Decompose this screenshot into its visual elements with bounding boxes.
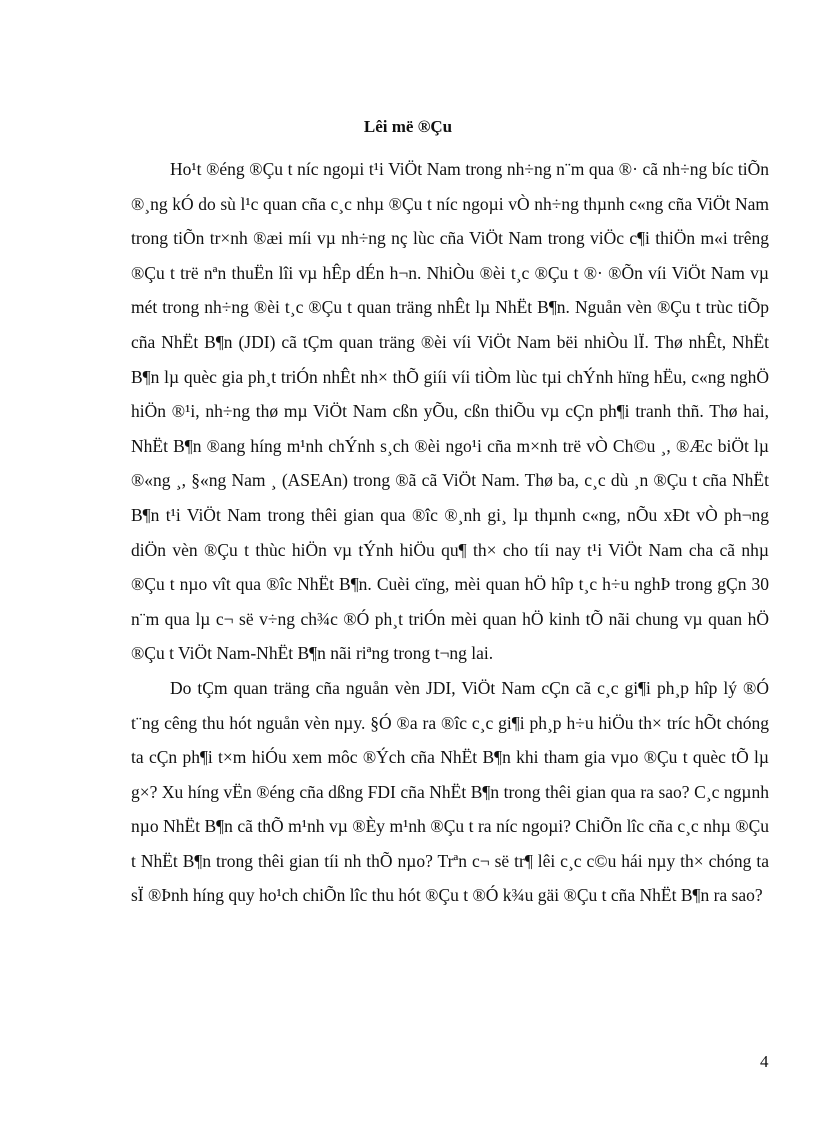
page-number: 4: [760, 1052, 769, 1071]
page-title: Lêi më ®Çu: [363, 117, 453, 136]
paragraph-2: Do tÇm quan träng cña nguån vèn JDI, ViÖt Nam cÇn cã c¸c gi¶i ph¸p hîp lý ®Ó t¨ng cêng thu hót nguån vèn nµy. §Ó ®a ra ®îc c¸c gi¶i ph¸p h÷u hiÖu th× tríc hÕt chóng ta cÇn ph¶i t×m hiÓu xem môc ®Ých cña NhËt B¶n khi tham gia vµo ®Çu t quèc tÕ lµ g×? Xu híng vËn ®éng cña dßng FDI cña NhËt B¶n trong thêi gian qua ra sao? C¸c ngµnh nµo NhËt B¶n cã thÕ m¹nh vµ ®Èy m¹nh ®Çu t ra níc ngoµi? ChiÕn lîc cña c¸c nhµ ®Çu t NhËt B¶n trong thêi gian tíi nh thÕ nµo? Trªn c¬ së tr¶ lêi c¸c c©u hái nµy th× chóng ta sÏ ®Þnh híng quy ho¹ch chiÕn lîc thu hót ®Çu t ®Ó k¾u gäi ®Çu t cña NhËt B¶n ra sao?: [131, 677, 769, 906]
body-text: [131, 152, 769, 913]
paragraph-1: Ho¹t ®éng ®Çu t níc ngoµi t¹i ViÖt Nam trong nh÷ng n¨m qua ®· cã nh÷ng bíc tiÕn ®¸ng kÓ do sù l¹c quan cña c¸c nhµ ®Çu t níc ngoµi vÒ nh÷ng thµnh c«ng cña ViÖt Nam trong tiÕn tr×nh ®æi míi vµ nh÷ng nç lùc cña ViÖt Nam trong viÖc c¶i thiÖn m«i trêng ®Çu t trë nªn thuËn lîi vµ hÊp dÉn h¬n. NhiÒu ®èi t¸c ®Çu t ®· ®Õn víi ViÖt Nam vµ mét trong nh÷ng ®èi t¸c ®Çu t quan träng nhÊt lµ NhËt B¶n. Nguån vèn ®Çu t trùc tiÕp cña NhËt B¶n (JDI) cã tÇm quan träng ®èi víi ViÖt Nam bëi nhiÒu lÏ. Thø nhÊt, NhËt B¶n lµ quèc gia ph¸t triÓn nhÊt nh× thÕ giíi víi tiÒm lùc tµi chÝnh hïng hËu, c«ng nghÖ hiÖn ®¹i, nh÷ng thø mµ ViÖt Nam cßn yÕu, cßn thiÕu vµ cÇn ph¶i tranh thñ. Thø hai, NhËt B¶n ®ang híng m¹nh chÝnh s¸ch ®èi ngo¹i cña m×nh trë vÒ Ch©u ¸, ®Æc biÖt lµ ®«ng ¸, §«ng Nam ¸ (ASEAn) trong ®ã cã ViÖt Nam. Thø ba, c¸c dù ¸n ®Çu t cña NhËt B¶n t¹i ViÖt Nam trong thêi gian qua ®îc ®¸nh gi¸ lµ thµnh c«ng, nÕu xÐt vÒ ph¬ng diÖn vèn ®Çu t thùc hiÖn vµ tÝnh hiÖu qu¶ th× cho tíi nay t¹i ViÖt Nam cha cã nhµ ®Çu t nµo vît qua ®îc NhËt B¶n. Cuèi cïng, mèi quan hÖ hîp t¸c h÷u nghÞ trong gÇn 30 n¨m qua lµ c¬ së v÷ng ch¾c ®Ó ph¸t triÓn mèi quan hÖ kinh tÕ nãi chung vµ quan hÖ ®Çu t ViÖt Nam-NhËt B¶n nãi riªng trong t¬ng lai.: [131, 159, 769, 664]
